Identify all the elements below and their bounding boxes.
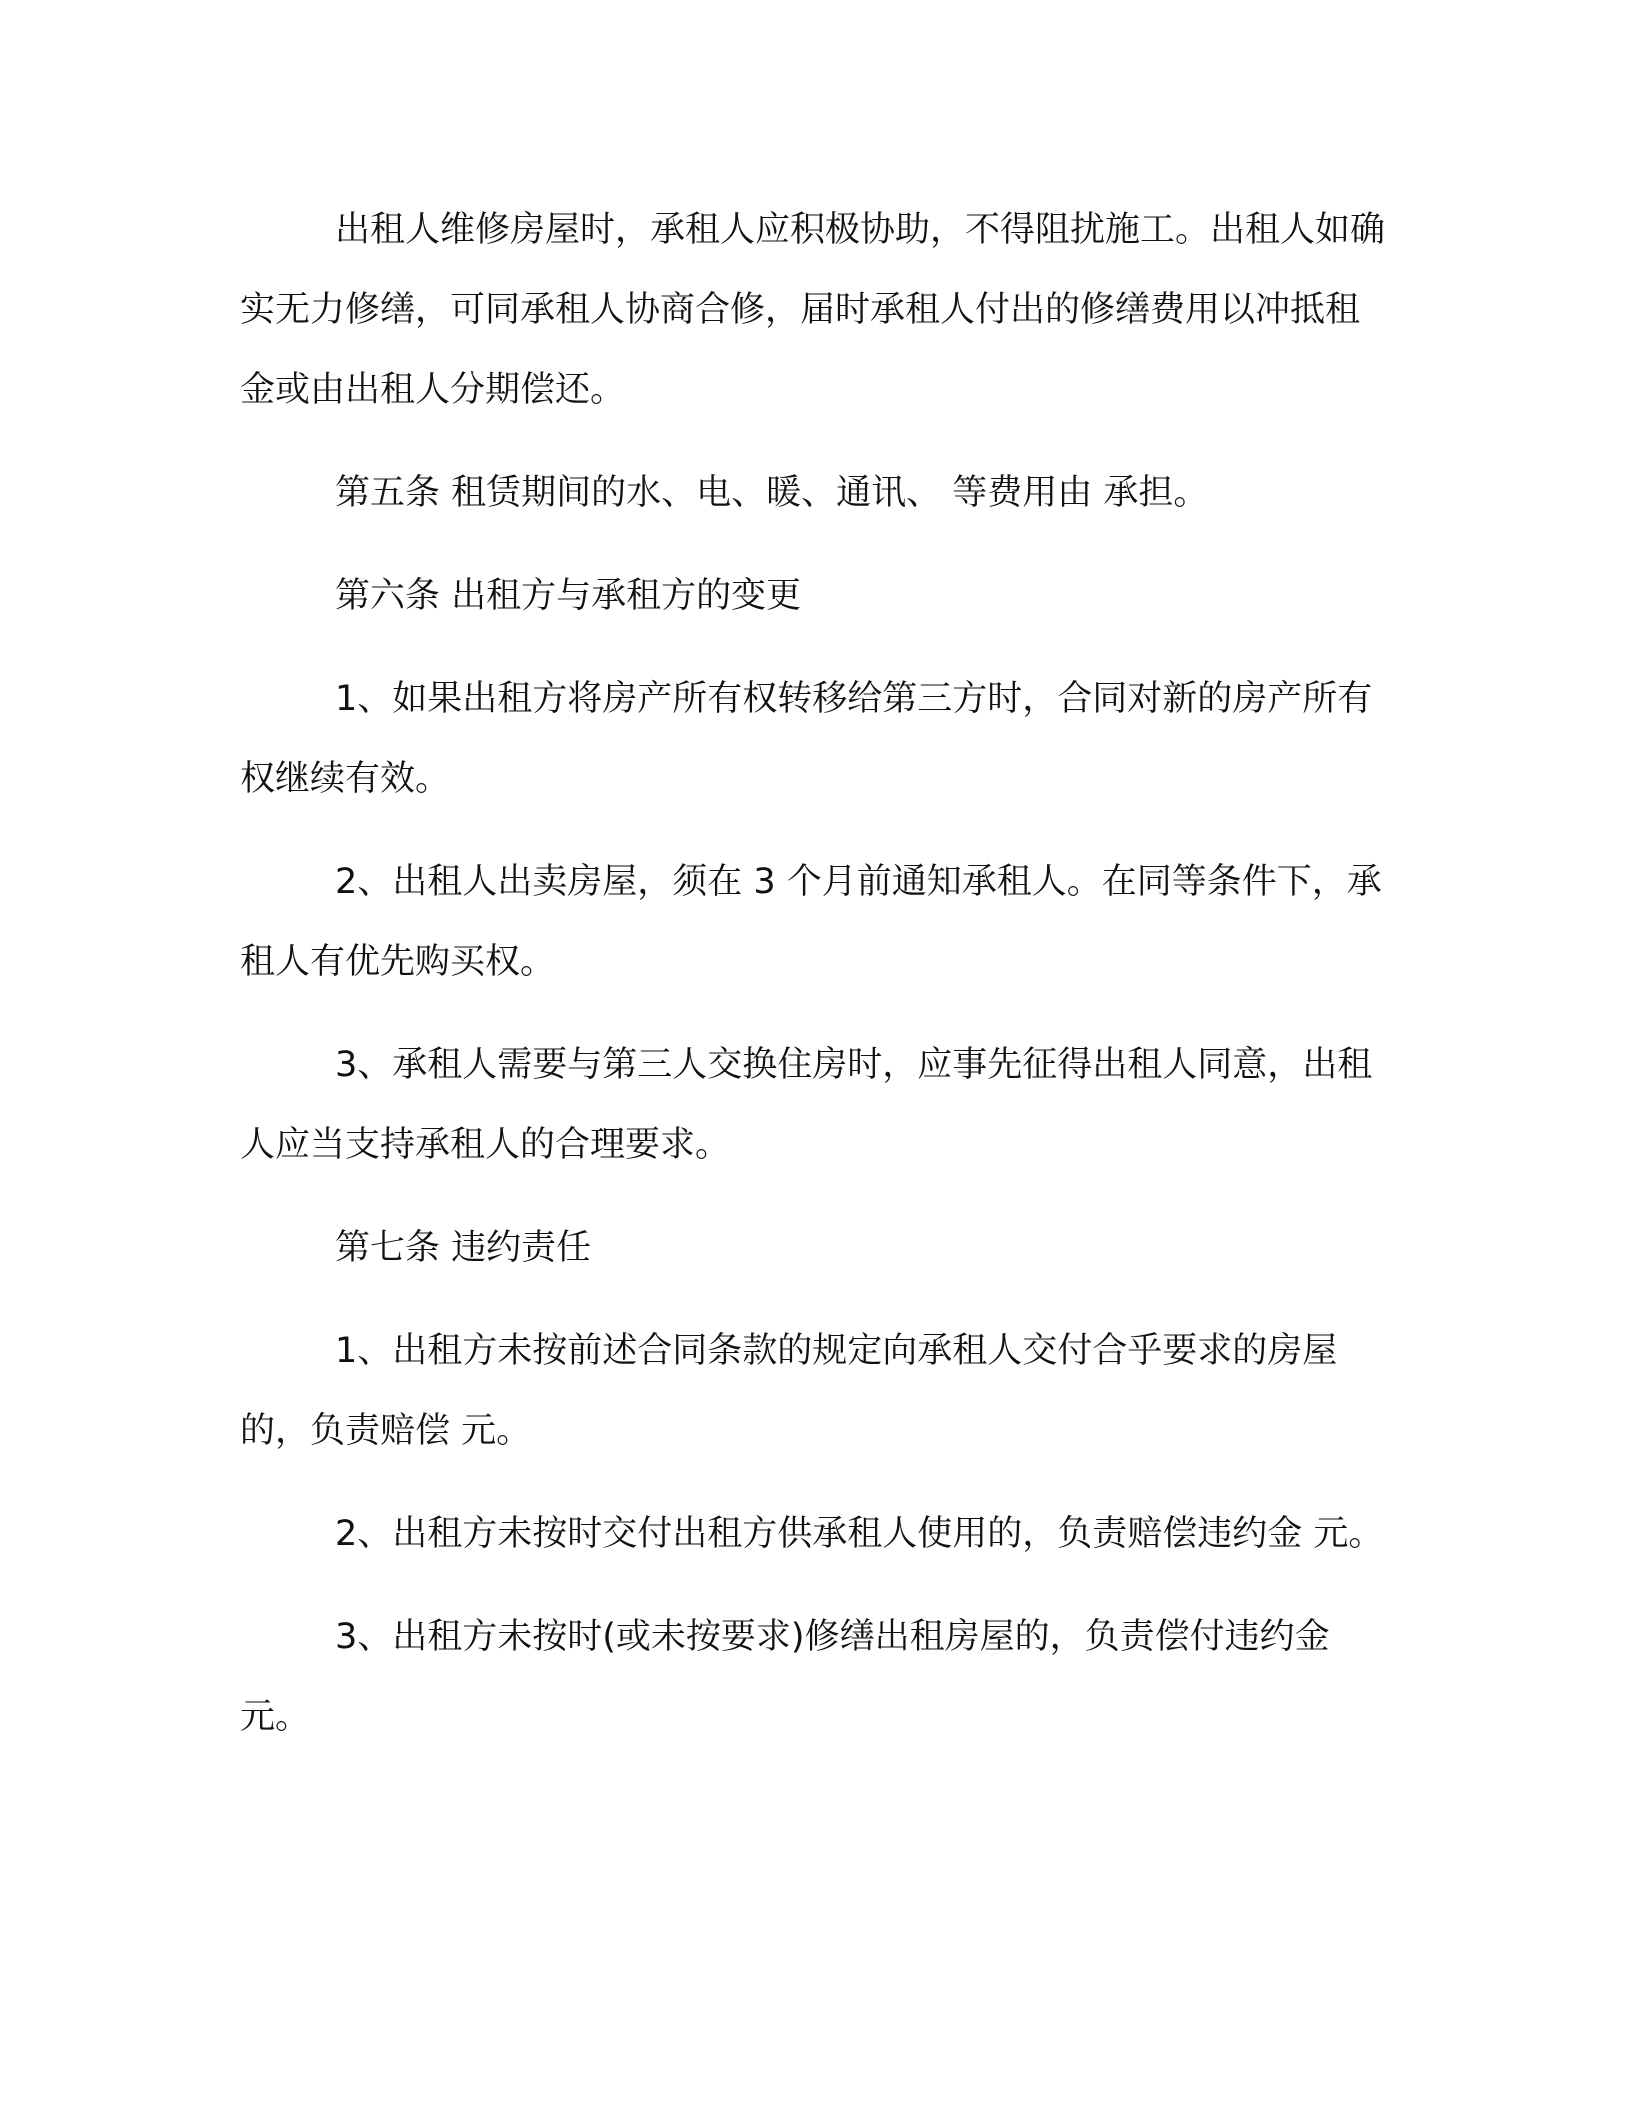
paragraph-article-6-item-1: 1、如果出租方将房产所有权转移给第三方时，合同对新的房产所有权继续有效。 (240, 679, 1373, 799)
paragraph-article-6-heading: 第六条 出租方与承租方的变更 (335, 576, 802, 616)
paragraph-article-7-item-1: 1、出租方未按前述合同条款的规定向承租人交付合乎要求的房屋的，负责赔偿 元。 (240, 1331, 1338, 1451)
paragraph-article-7-heading: 第七条 违约责任 (335, 1228, 592, 1268)
paragraph-article-7-item-2: 2、出租方未按时交付出租方供承租人使用的，负责赔偿违约金 元。 (335, 1514, 1384, 1554)
paragraph-article-6-item-2: 2、出租人出卖房屋，须在 3 个月前通知承租人。在同等条件下，承租人有优先购买权。 (240, 862, 1382, 982)
paragraph-article-6-item-3: 3、承租人需要与第三人交换住房时，应事先征得出租人同意，出租人应当支持承租人的合理要求。 (240, 1045, 1373, 1165)
paragraph-article-7-item-3: 3、出租方未按时(或未按要求)修缮出租房屋的，负责偿付违约金 元。 (240, 1617, 1330, 1737)
document-body (240, 190, 1385, 1780)
paragraph-repair-cooperation: 出租人维修房屋时，承租人应积极协助，不得阻扰施工。出租人如确实无力修缮，可同承租人协商合修，届时承租人付出的修缮费用以冲抵租金或由出租人分期偿还。 (240, 210, 1386, 410)
paragraph-article-5: 第五条 租赁期间的水、电、暖、通讯、 等费用由 承担。 (335, 473, 1209, 513)
